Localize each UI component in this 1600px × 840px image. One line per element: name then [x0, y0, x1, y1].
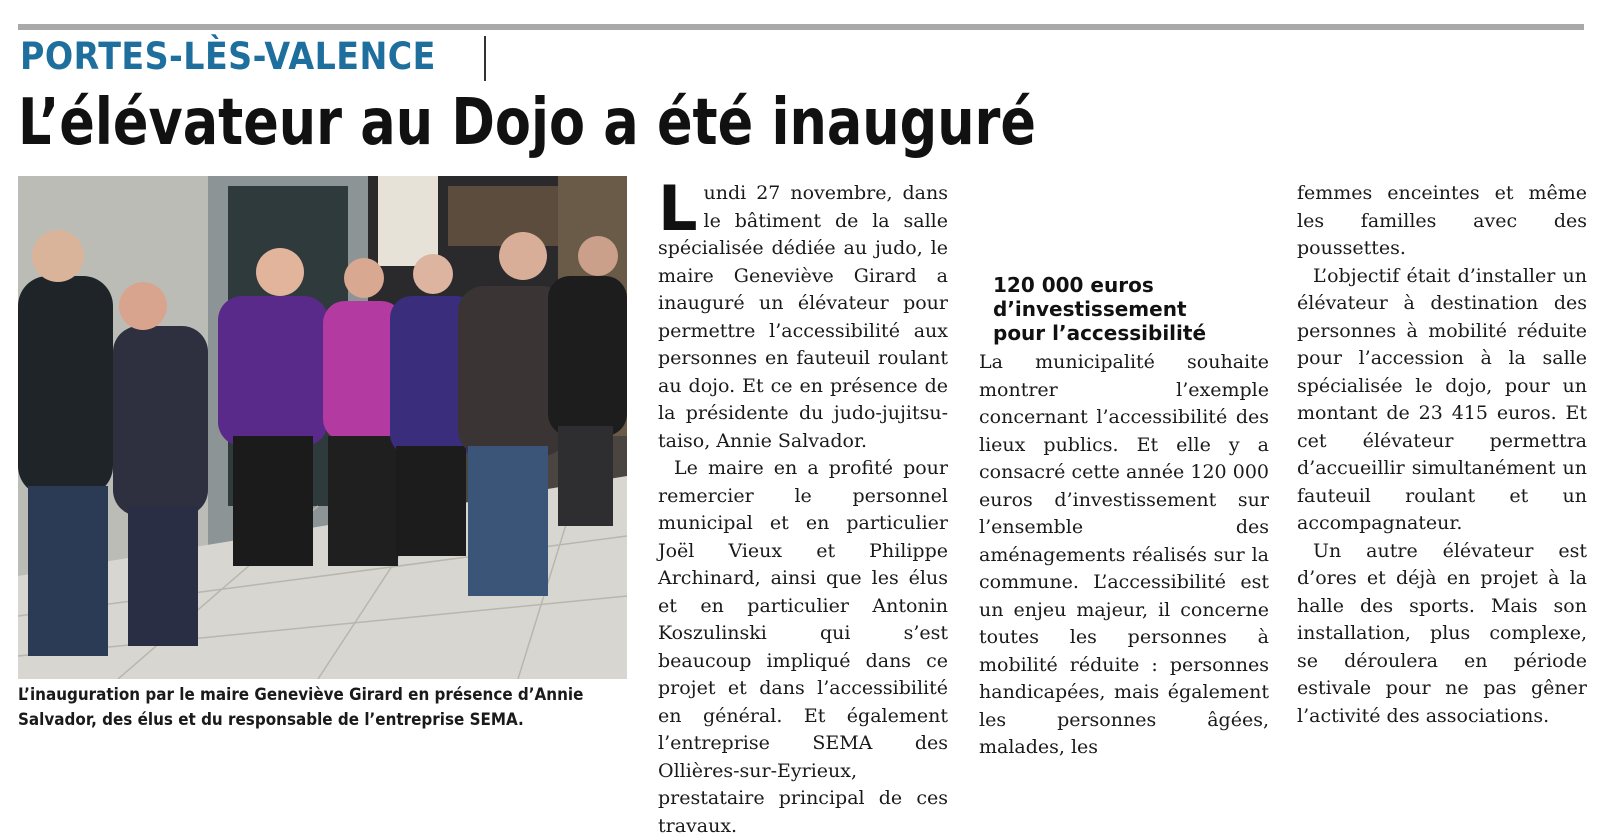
inauguration-photo: [18, 176, 627, 679]
subhead-line-2: d’investissement: [993, 297, 1187, 321]
article-column-2: [979, 180, 1269, 762]
photo-illustration: [18, 176, 627, 679]
caption-line-2: Salvador, des élus et du responsable de l’entreprise SEMA.: [18, 710, 524, 729]
article-headline: L’élévateur au Dojo a été inauguré: [18, 86, 1037, 160]
paragraph-3: La municipalité souhaite montrer l’exemple concernant l’accessibilité des lieux publics. Et elle y a consacré cette année 120 000 euros d’investissement sur l’ensemble des aménagements réalisés sur la commune. L’accessibilité est un enjeu majeur, il concerne toutes les personnes à mobilité réduite : personnes handicapées, mais également les personnes âgées, malades, les: [979, 351, 1269, 758]
kicker-divider: [484, 36, 486, 81]
article-subhead: [993, 273, 1269, 345]
subhead-line-1: 120 000 euros: [993, 273, 1154, 297]
section-kicker: PORTES-LÈS-VALENCE: [20, 35, 436, 78]
top-rule: [18, 24, 1584, 30]
article-column-1: [658, 172, 948, 840]
article-column-3: [1297, 180, 1587, 730]
photo-caption: [18, 682, 588, 732]
subhead-line-3: pour l’accessibilité: [993, 321, 1207, 345]
caption-line-1: L’inauguration par le maire Geneviève Girard en présence d’Annie: [18, 685, 584, 704]
paragraph-1-text: undi 27 novembre, dans le bâtiment de la salle spécialisée dédiée au judo, le maire Geneviève Girard a inauguré un élévateur pour permettre l’accessibilité aux personnes en fauteuil roulant au dojo. Et ce en présence de la présidente du judo-jujitsu-taiso, Annie Salvador.: [658, 182, 948, 452]
paragraph-4: L’objectif était d’installer un élévateur à destination des personnes à mobilité réduite pour l’accession à la salle spécialisée le dojo, pour un montant de 23 415 euros. Et cet élévateur permettra d’accueillir simultanément un fauteuil roulant et un accompagnateur.: [1297, 264, 1587, 534]
paragraph-3-continued: femmes enceintes et même les familles avec des poussettes.: [1297, 182, 1587, 259]
paragraph-1: [658, 172, 948, 455]
paragraph-2: Le maire en a profité pour remercier le personnel municipal et en particulier Joël Vieux et Philippe Archinard, ainsi que les élus et en particulier Antonin Koszulinski qui s’est beaucoup impliqué dans ce projet et dans l’accessibilité en général. Et également l’entreprise SEMA des Ollières-sur-Eyrieux, prestataire principal de ces travaux.: [658, 457, 948, 837]
paragraph-5: Un autre élévateur est d’ores et déjà en projet à la halle des sports. Mais son installation, plus complexe, se déroulera en période estivale pour ne pas gêner l’activité des associations.: [1297, 539, 1587, 727]
dropcap-letter: L: [658, 172, 698, 245]
